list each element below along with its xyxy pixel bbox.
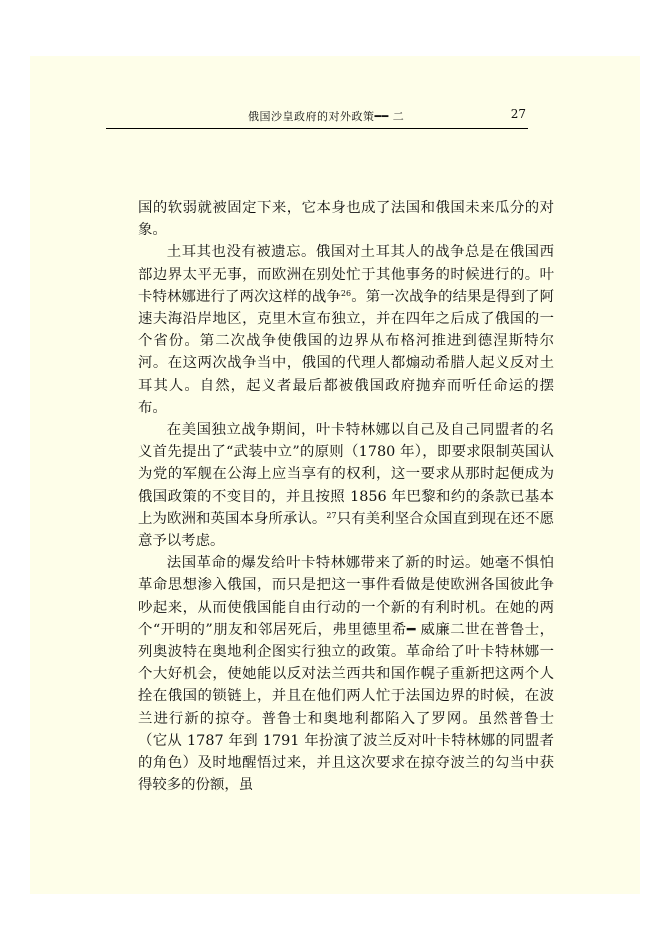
footnote-ref: 26 — [340, 288, 352, 298]
body-text — [138, 197, 554, 796]
running-header — [106, 106, 528, 129]
paragraph: 国的软弱就被固定下来，它本身也成了法国和俄国未来瓜分的对象。 — [138, 200, 554, 239]
running-title: 俄国沙皇政府的对外政策━━ 二 — [248, 110, 405, 123]
paragraph: 土耳其也没有被遗忘。俄国对土耳其人的战争总是在俄国西部边界太平无事，而欧洲在别处忙于其他事务的时候进行的。叶卡特林娜进行了两次这样的战争$^{26}$。第一次战争的结果是得到了阿速夫海沿岸地区，克里木宣布独立，并在四年之后成了俄国的一个省份。第二次战争使俄国的边界从布格河推进到德涅斯特尔河。在这两次战争当中，俄国的代理人都煽动希腊人起义反对土耳其人。自然，起义者最后都被俄国政府抛弃而听任命运的摆布。 — [138, 244, 554, 416]
paragraph: 法国革命的爆发给叶卡特林娜带来了新的时运。她毫不惧怕革命思想渗入俄国，而只是把这一事件看做是使欧洲各国彼此争吵起来，从而使俄国能自由行动的一个新的有利时机。在她的两个“开明的”朋友和邻居死后，弗里德里希━ 威廉二世在普鲁士，列奥波特在奥地利企图实行独立的政策。革命给了叶卡特林娜一个大好机会，使她能以反对法兰西共和国作幌子重新把这两个人拴在俄国的锁链上，并且在他们两人忙于法国边界的时候，在波兰进行新的掠夺。普鲁士和奥地利都陷入了罗网。虽然普鲁士（它从 1787 年到 1791 年扮演了波兰反对叶卡特林娜的同盟者的角色）及时地醒悟过来，并且这次要求在掠夺波兰的勾当中获得较多的份额，虽 — [138, 555, 554, 794]
paragraph: 在美国独立战争期间，叶卡特林娜以自己及自己同盟者的名义首先提出了“武装中立”的原则（1780 年），即要求限制英国认为党的军舰在公海上应当享有的权利，这一要求从那时起便成为俄国政策的不变目的，并且按照 1856 年巴黎和约的条款已基本上为欧洲和英国本身所承认。$^{27}$只有美利坚合众国直到现在还不愿意予以考虑。 — [138, 422, 554, 550]
footnote-ref: 27 — [326, 510, 337, 520]
page-number: 27 — [510, 107, 526, 121]
